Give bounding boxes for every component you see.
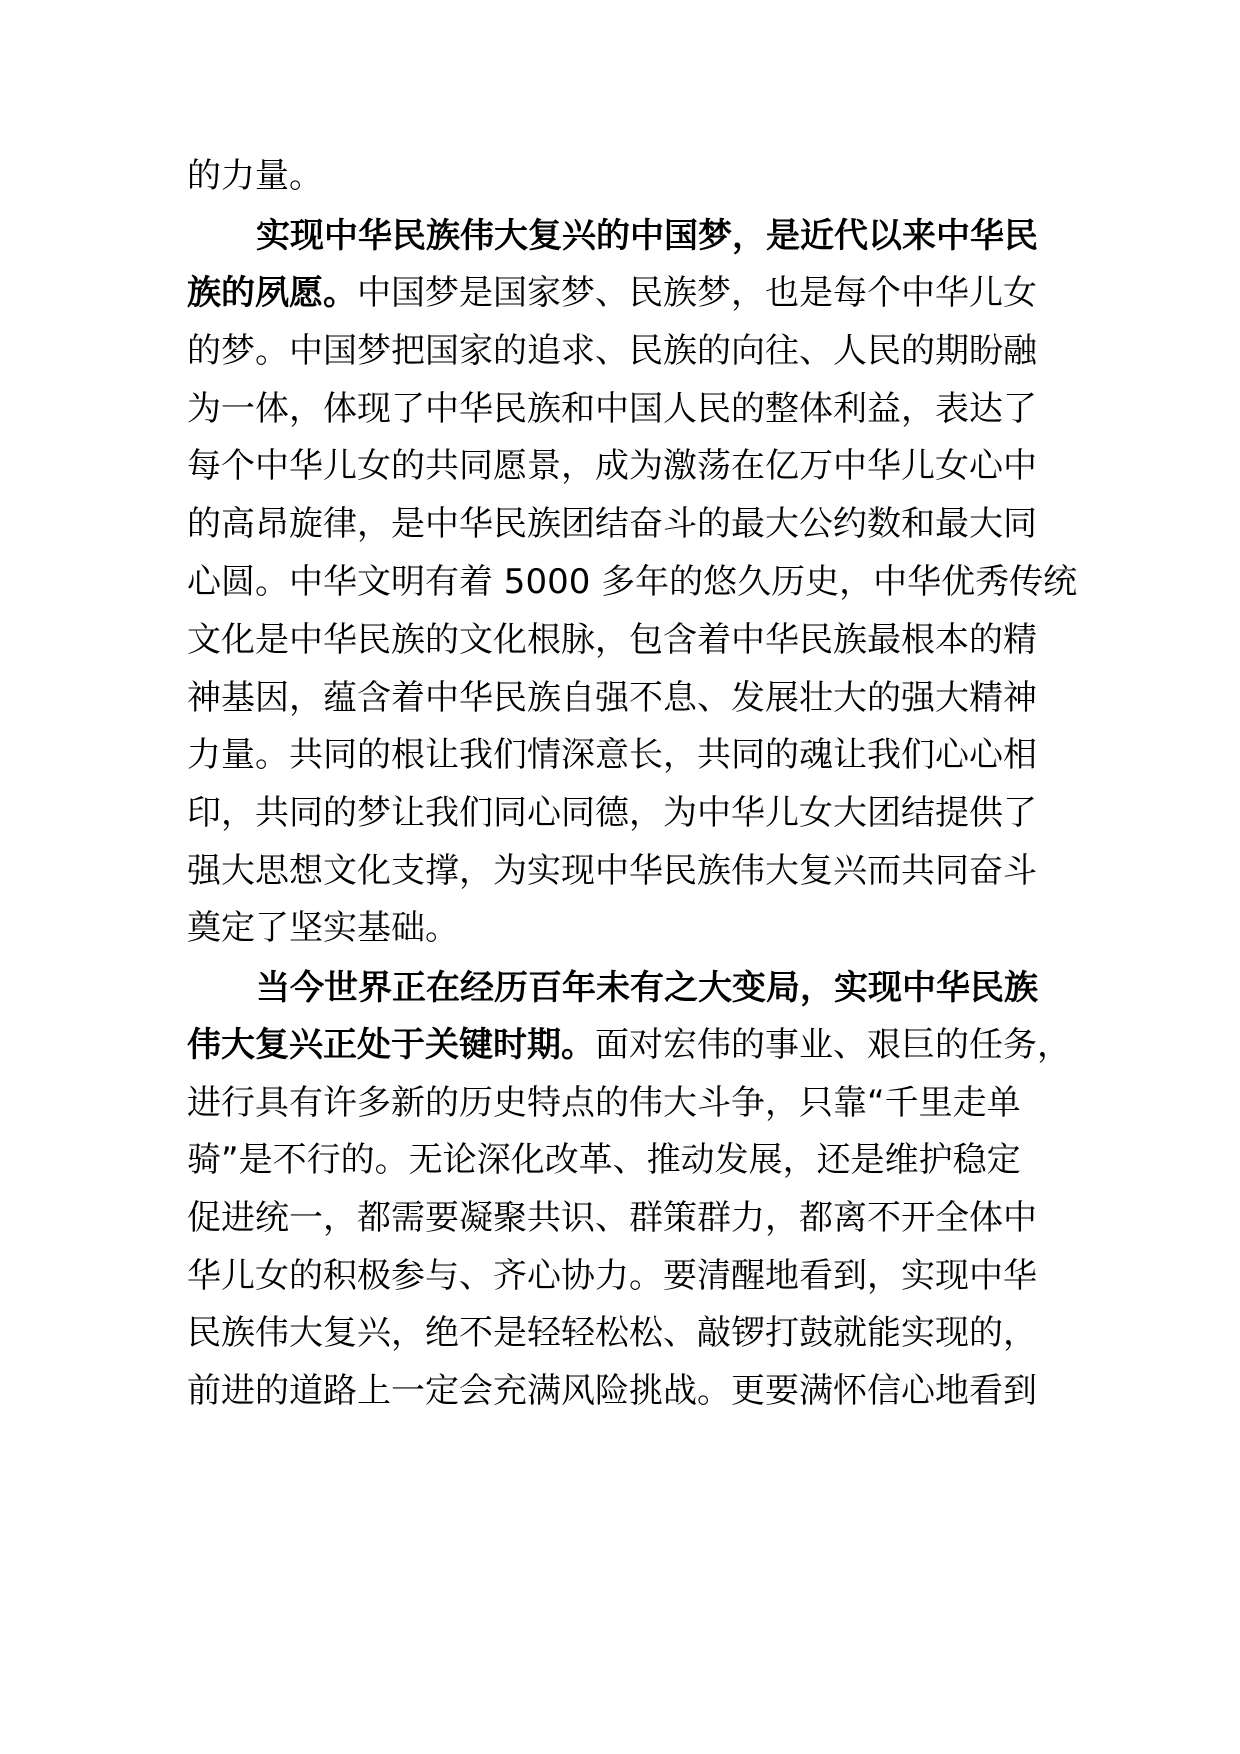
text-line [187,554,1087,610]
text-line [187,381,1087,437]
paragraph-first-line [256,960,1156,1016]
text-line [187,612,1087,668]
text-line [187,265,1087,321]
text-line [187,438,1087,494]
body-text: 奠定了坚实基础。 [187,908,459,948]
text-line [187,785,1087,841]
text-line [187,1017,1087,1073]
body-text: 中国梦是国家梦、民族梦，也是每个中华儿女 [357,273,1037,313]
text-line [187,1305,1087,1361]
body-text: 为一体，体现了中华民族和中国人民的整体利益，表达了 [187,389,1037,429]
text-line [187,670,1087,726]
body-text: 的力量。 [187,156,323,196]
text-line [187,843,1087,899]
text-line [187,1363,1087,1419]
body-text: 的梦。中国梦把国家的追求、民族的向往、人民的期盼融 [187,331,1037,371]
body-text: 促进统一，都需要凝聚共识、群策群力，都离不开全体中 [187,1198,1037,1238]
body-text: 面对宏伟的事业、艰巨的任务， [595,1025,1071,1065]
bold-lead: 当今世界正在经历百年未有之大变局，实现中华民族 [256,968,1038,1008]
bold-lead: 实现中华民族伟大复兴的中国梦，是近代以来中华民 [256,216,1038,256]
body-text: 每个中华儿女的共同愿景，成为激荡在亿万中华儿女心中 [187,446,1037,486]
text-line [187,727,1087,783]
body-text: 文化是中华民族的文化根脉，包含着中华民族最根本的精 [187,620,1037,660]
text-line [187,148,1087,204]
body-text: 民族伟大复兴，绝不是轻轻松松、敲锣打鼓就能实现的， [187,1313,1037,1353]
text-line [187,1132,1087,1188]
bold-lead: 族的夙愿。 [187,273,357,313]
bold-lead: 伟大复兴正处于关键时期。 [187,1025,595,1065]
body-text: 强大思想文化支撑，为实现中华民族伟大复兴而共同奋斗 [187,851,1037,891]
body-text: 心圆。中华文明有着 5000 多年的悠久历史，中华优秀传统 [187,562,1078,602]
text-line [187,496,1087,552]
body-text: 的高昂旋律，是中华民族团结奋斗的最大公约数和最大同 [187,504,1037,544]
body-text: 进行具有许多新的历史特点的伟大斗争，只靠“千里走单 [187,1083,1021,1123]
text-line [187,1190,1087,1246]
text-line [187,900,1087,956]
text-line [187,323,1087,379]
text-line [187,1248,1087,1304]
body-text: 华儿女的积极参与、齐心协力。要清醒地看到，实现中华 [187,1256,1037,1296]
body-text: 骑”是不行的。无论深化改革、推动发展，还是维护稳定 [187,1140,1021,1180]
body-text: 神基因，蕴含着中华民族自强不息、发展壮大的强大精神 [187,678,1037,718]
body-text: 力量。共同的根让我们情深意长，共同的魂让我们心心相 [187,735,1037,775]
paragraph-first-line [256,208,1156,264]
body-text: 印，共同的梦让我们同心同德，为中华儿女大团结提供了 [187,793,1037,833]
body-text: 前进的道路上一定会充满风险挑战。更要满怀信心地看到 [187,1371,1037,1411]
text-line [187,1075,1087,1131]
